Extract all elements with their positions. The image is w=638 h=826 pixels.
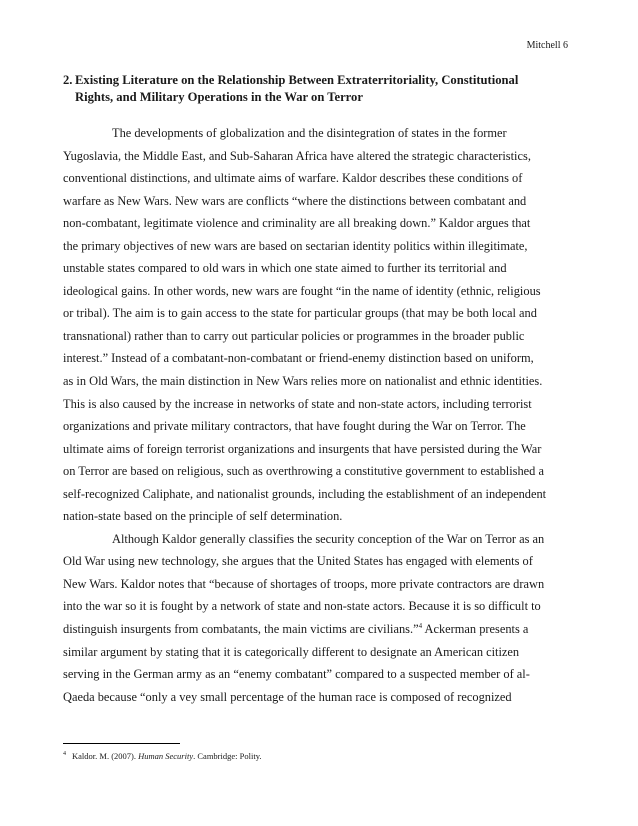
body-line: on Terror are based on religious, such as overthrowing a constitutive government to established a [63,464,544,479]
section-heading [63,72,563,106]
body-line: into the war so it is fought by a network of state and non-state actors. Because it is so difficult to [63,599,541,614]
body-line: Although Kaldor generally classifies the security conception of the War on Terror as an [112,531,545,546]
section-title-line-2: Rights, and Military Operations in the War on Terror [75,90,363,104]
body-line-text-tail: Ackerman presents a [422,622,529,637]
body-line: nation-state based on the principle of self determination. [63,509,343,524]
footnote-title: Human Security [138,751,194,761]
body-line: serving in the German army as an “enemy combatant” compared to a suspected member of al- [63,667,530,682]
page-header: Mitchell 6 [526,40,568,51]
footnote-divider [63,743,180,744]
body-line: as in Old Wars, the main distinction in New Wars relies more on nationalist and ethnic identities. [63,374,543,389]
body-line: Qaeda because “only a vey small percentage of the human race is composed of recognized [63,689,512,704]
footnote-reference: 4 [418,621,423,630]
footnote-text-after: . Cambridge: Polity. [193,751,262,761]
body-line: self-recognized Caliphate, and nationalist grounds, including the establishment of an independent [63,486,547,501]
body-line: unstable states compared to old wars in which one state aimed to further its territorial and [63,261,507,276]
body-line: organizations and private military contractors, that have fought during the War on Terror. The [63,419,526,434]
body-line: Old War using new technology, she argues that the United States has engaged with elements of [63,554,533,569]
body-line: Yugoslavia, the Middle East, and Sub-Saharan Africa have altered the strategic characteristics, [63,148,531,163]
body-line-text: distinguish insurgents from combatants, the main victims are civilians.” [63,622,419,637]
body-line: New Wars. Kaldor notes that “because of shortages of troops, more private contractors are drawn [63,576,545,591]
body-line: ideological gains. In other words, new wars are fought “in the name of identity (ethnic, religious [63,283,541,298]
body-line: ultimate aims of foreign terrorist organizations and insurgents that have persisted during the War [63,441,542,456]
section-title-line-1: Existing Literature on the Relationship Between Extraterritoriality, Constitutional [75,73,519,87]
body-line: conventional distinctions, and ultimate aims of warfare. Kaldor describes these conditions of [63,171,523,186]
body-line-with-footnote [63,618,578,641]
footnote-text: Kaldor. M. (2007). [72,751,139,761]
footnote-mark: 4 [63,751,66,758]
body-line: or tribal). The aim is to gain access to the state for particular groups (that may be both local and [63,306,537,321]
body-line: warfare as New Wars. New wars are conflicts “where the distinctions between combatant and [63,193,527,208]
footnote [63,751,262,761]
section-number: 2. [63,73,73,87]
body-line: the primary objectives of new wars are based on sectarian identity politics within illegitimate, [63,238,528,253]
body-line: similar argument by stating that it is categorically different to designate an American citizen [63,644,520,659]
body-line: This is also caused by the increase in networks of state and non-state actors, including terrorist [63,396,532,411]
body-line: interest.” Instead of a combatant-non-combatant or friend-enemy distinction based on uniform, [63,351,534,366]
body-text [63,122,578,708]
body-line: non-combatant, legitimate violence and criminality are all breaking down.” Kaldor argues that [63,216,531,231]
body-line: The developments of globalization and the disintegration of states in the former [112,126,507,140]
body-line: transnational) rather than to carry out particular policies or programmes in the broader public [63,328,525,343]
